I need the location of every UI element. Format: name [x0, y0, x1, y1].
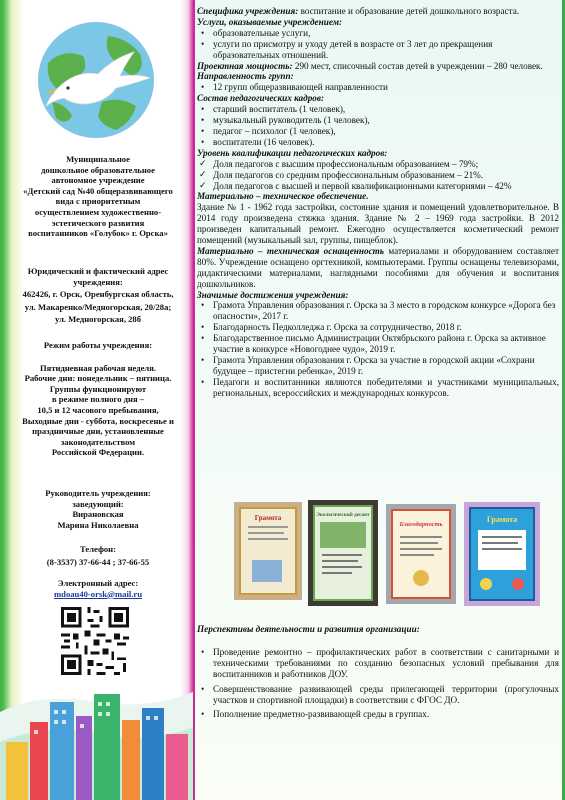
list-item: ✓ Доля педагогов с высшим профессиональным образованием – 79%; [197, 159, 559, 170]
list-item: • образовательные услуги, [197, 28, 559, 39]
qualification-list [197, 159, 559, 192]
head-heading: Руководитель учреждения: [45, 488, 151, 498]
list-item: • старший воспитатель (1 человек), [197, 104, 559, 115]
equipment-text: Материально – техническая оснащенность материалами и оборудованием составляет 80%. Учреждение оснащено оргтехникой, компьютерами. Группы оснащены телевизорами, дидактическими материалами, наглядными пособиями для обучения и воспитания дошкольников. [197, 245, 559, 289]
email-link[interactable]: mdoau40-orsk@mail.ru [54, 588, 142, 599]
list-item: ✓ Доля педагогов со средним профессиональным образованием – 21%. [197, 170, 559, 181]
address-heading: Юридический и фактический адрес учреждения: [27, 266, 169, 287]
qualification-heading: Уровень квалификации педагогических кадров: [197, 147, 388, 158]
staff-list [197, 104, 559, 148]
perspectives-heading: Перспективы деятельности и развития организации: [197, 624, 420, 634]
list-item: • Педагоги и воспитанники являются победителями и участниками муниципальных, региональных, всероссийских и международных конкурсов. [197, 377, 559, 399]
list-item: • Совершенствование развивающей среды прилегающей территории (прогулочных участков и спортивной площадки) в соответствии с ФГОС ДО. [197, 684, 559, 706]
services-heading: Услуги, оказываемые учреждением: [197, 16, 343, 27]
phone-value: (8-3537) 37-66-44 ; 37-66-55 [46, 556, 150, 567]
svg-text:Благодарность: Благодарность [399, 521, 443, 528]
schedule-heading: Режим работы учреждения: [43, 340, 153, 350]
achievements-heading: Значимые достижения учреждения: [197, 289, 349, 300]
svg-text:Экологический десант: Экологический десант [316, 512, 370, 518]
material-heading: Материально – техническое обеспечение. [197, 191, 369, 202]
list-item: • воспитатели (16 человек). [197, 137, 559, 148]
list-item: • музыкальный руководитель (1 человек), [197, 115, 559, 126]
list-item: • Проведение ремонтно – профилактических работ в соответствии с санитарными и техническими требованиями по созданию безопасных условий пребывания для воспитанников и работников ДОУ. [197, 647, 559, 680]
certificate-photos [234, 500, 540, 610]
dove-globe-logo [28, 18, 164, 142]
list-item: • 12 групп общеразвивающей направленности [197, 82, 559, 93]
list-item: • Грамота Управления образования г. Орска за 3 место в городском конкурсе «Дорога без опасности», 2017 г. [197, 300, 559, 322]
perspectives [197, 624, 559, 724]
list-item: • Благодарность Педколледжа г. Орска за сотрудничество, 2018 г. [197, 322, 559, 333]
list-item: • Пополнение предметно-развивающей среды в группах. [197, 709, 559, 720]
material-text: Здание № 1 - 1962 года застройки, состояние здания и помещений удовлетворительное. В 2014 году произведена стяжка здания. Здание № 2 – 1969 года застройки. В 2012 произведен капитальный ремонт. Ежегодно осуществляется косметический ремонт помещений (музыкальный зал, группы, пищеблок). [197, 202, 559, 246]
city-illustration [0, 672, 193, 800]
schedule-block: Режим работы учреждения: Пятидневная рабочая неделя. Рабочие дни: понедельник – пятница. Группы функционируют в режиме полного дня – 10,5 и 12 часового пребывания, Выходные дни - суббота, воскресенье и праздничные дни, установленные законодательством Российской Федерации. [20, 340, 176, 458]
services-list [197, 28, 559, 61]
list-item: • Благодарственное письмо Администрации Октябрьского района г. Орска за активное участие в конкурсе «Новогоднее чудо», 2019 г. [197, 333, 559, 355]
capacity: Проектная мощность: 290 мест, списочный состав детей в учреждении – 280 человек. [197, 60, 543, 71]
head-block: Руководитель учреждения: заведующий: Вирановская Марина Николаевна [20, 488, 176, 530]
phone-heading: Телефон: [79, 544, 116, 554]
list-item: • услуги по присмотру и уходу детей в возрасте от 3 лет до прекращения образовательных отношений. [197, 39, 559, 61]
phone-block [20, 544, 176, 567]
certificate-photo-3 [386, 504, 456, 604]
email-block [20, 578, 176, 599]
main-content [197, 6, 559, 399]
list-item: • педагог – психолог (1 человек), [197, 126, 559, 137]
staff-heading: Состав педагогических кадров: [197, 93, 325, 104]
achievements-list [197, 300, 559, 398]
svg-text:Грамота: Грамота [254, 514, 282, 522]
head-name: Вирановская [72, 509, 124, 520]
certificate-photo-2 [308, 500, 378, 606]
certificate-photo-1 [234, 502, 302, 600]
list-item: • Грамота Управления образования г. Орска за участие в городской акции «Сохрани будущее – пристегни ребенка», 2019 г. [197, 355, 559, 377]
perspectives-list [197, 647, 559, 720]
groups-list [197, 82, 559, 93]
email-heading: Электронный адрес: [57, 578, 139, 588]
org-name: Муниципальное дошкольное образовательное автономное учреждение «Детский сад №40 общеразвивающего вида с приоритетным осуществлением художественно- эстетического развития воспитанников «Голубок» г. Орска» [23, 154, 173, 239]
svg-text:Грамота: Грамота [486, 515, 518, 524]
specifics: Специфика учреждения: воспитание и образование детей дошкольного возраста. [197, 6, 520, 16]
address-block: Юридический и фактический адрес учреждения: 462426, г. Орск, Оренбургская область, ул. Макаренко/Медногорская, 20/28а; ул. Медногорская, 28б [20, 266, 176, 325]
certificate-photo-4 [464, 502, 540, 606]
groups-heading: Направленность групп: [197, 71, 294, 82]
list-item: ✓ Доля педагогов с высшей и первой квалификационными категориями – 42% [197, 181, 559, 192]
qr-code[interactable] [58, 604, 132, 678]
